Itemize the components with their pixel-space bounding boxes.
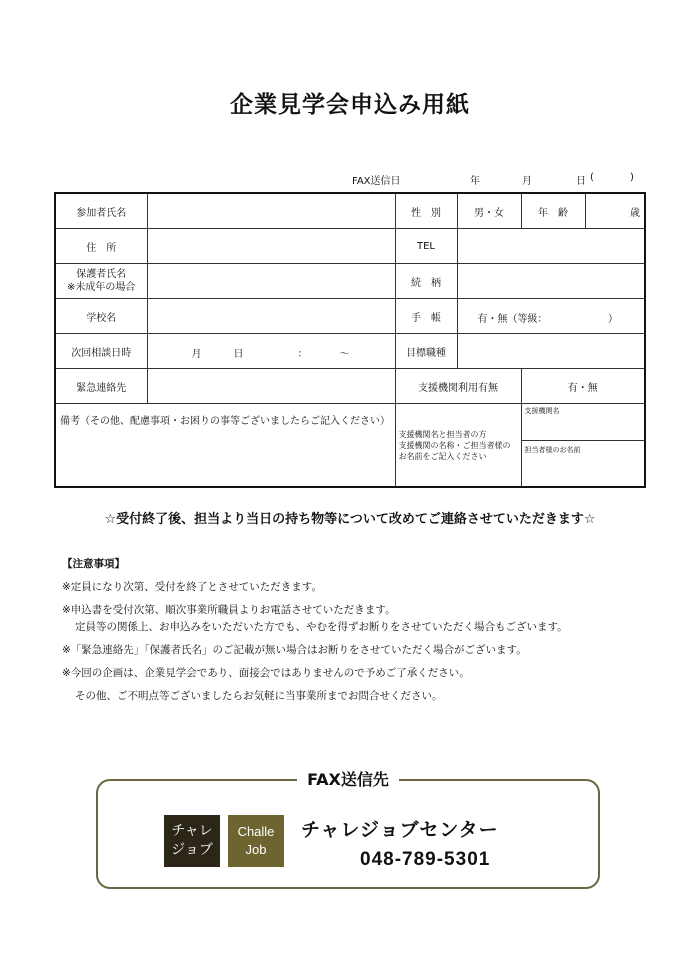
fax-date-paren-open: ( <box>590 172 594 183</box>
gender-options[interactable]: 男・女 <box>457 193 521 229</box>
next-date-colon: ： <box>297 349 308 360</box>
handbook-close: ） <box>608 314 618 325</box>
address-label: 住 所 <box>55 229 147 264</box>
support-hint-line1: 支援機関名と担当者の方 <box>398 429 487 439</box>
fax-destination-title-text: FAX送信先 <box>297 770 399 789</box>
notice-text: ☆受付終了後、担当より当日の持ち物等について改めてご連絡させていただきます☆ <box>104 512 596 527</box>
fax-destination-box <box>96 770 600 889</box>
logo-latin-line1: Challe <box>237 824 275 839</box>
center-name: チャレジョブセンター <box>301 819 499 841</box>
relation-field[interactable] <box>457 264 645 299</box>
fax-date-label: FAX送信日 <box>352 176 401 187</box>
name-field[interactable] <box>147 193 395 229</box>
fax-date-paren-close: ) <box>630 172 634 183</box>
caution-item-5: その他、ご不明点等ございましたらお気軽に当事業所までお問合せください。 <box>75 690 443 702</box>
caution-section <box>62 556 568 705</box>
fax-destination-title <box>98 767 598 790</box>
support-contact-fields <box>521 404 645 488</box>
age-field[interactable]: 歳 <box>585 193 645 229</box>
handbook-options: 有・無（等級： <box>477 314 548 325</box>
logo-kana-line1: チャレ <box>171 823 213 839</box>
logo-kana-line2: ジョブ <box>171 842 213 858</box>
next-date-field[interactable] <box>147 334 395 369</box>
caution-item-4: ※今回の企画は、企業見学会であり、面接会ではありませんので予めご了承ください。 <box>62 667 470 679</box>
relation-label: 続 柄 <box>395 264 457 299</box>
support-org-field[interactable] <box>522 404 645 441</box>
tel-field[interactable] <box>457 229 645 264</box>
support-person-label: 担当者様のお名前 <box>524 446 581 454</box>
support-options[interactable]: 有・無 <box>521 369 645 404</box>
gender-label: 性 別 <box>395 193 457 229</box>
support-org-label: 支援機関名 <box>524 407 560 415</box>
guardian-label <box>55 264 147 299</box>
fax-send-date <box>352 172 642 188</box>
challejob-logo-kana <box>164 815 220 867</box>
notes-field[interactable] <box>55 404 395 488</box>
fax-number: 048-789-5301 <box>360 849 491 870</box>
guardian-label-line2: ※未成年の場合 <box>67 282 136 293</box>
caution-item-2a: ※申込書を受付次第、順次事業所職員よりお電話させていただきます。 <box>62 604 396 616</box>
school-label: 学校名 <box>55 299 147 334</box>
caution-item-1: ※定員になり次第、受付を終了とさせていただきます。 <box>62 581 322 593</box>
job-label: 目標職種 <box>395 334 457 369</box>
next-date-label: 次回相談日時 <box>55 334 147 369</box>
application-form <box>54 192 646 488</box>
address-field[interactable] <box>147 229 395 264</box>
support-hint-line3: お名前をご記入ください <box>398 451 487 461</box>
page-title: 企業見学会申込み用紙 <box>230 92 470 118</box>
age-label: 年 齢 <box>521 193 585 229</box>
next-date-month: 月 <box>191 349 202 360</box>
fax-date-month: 月 <box>522 176 532 187</box>
guardian-label-line1: 保護者氏名 <box>76 269 127 280</box>
handbook-label: 手 帳 <box>395 299 457 334</box>
support-label: 支援機関利用有無 <box>395 369 521 404</box>
school-field[interactable] <box>147 299 395 334</box>
next-date-tilde: ～ <box>339 349 350 360</box>
challejob-logo-latin <box>228 815 284 867</box>
guardian-field[interactable] <box>147 264 395 299</box>
caution-item-2b: 定員等の関係上、お申込みをいただいた方でも、やむを得ずお断りをさせていただく場合もございます。 <box>75 621 568 633</box>
support-hint-line2: 支援機関の名称・ご担当者様の <box>398 440 511 450</box>
tel-label: TEL <box>395 229 457 264</box>
handbook-field[interactable] <box>457 299 645 334</box>
fax-date-year: 年 <box>470 176 480 187</box>
logo-latin-line2: Job <box>245 842 267 857</box>
name-label: 参加者氏名 <box>55 193 147 229</box>
emergency-label: 緊急連絡先 <box>55 369 147 404</box>
fax-date-day: 日 <box>576 176 586 187</box>
emergency-field[interactable] <box>147 369 395 404</box>
notes-label: 備考（その他、配慮事項・お困りの事等ございましたらご記入ください） <box>60 416 390 427</box>
caution-heading: 【注意事項】 <box>62 558 125 570</box>
support-contact-hint <box>395 404 521 488</box>
job-field[interactable] <box>457 334 645 369</box>
next-date-day: 日 <box>233 349 244 360</box>
caution-item-3: ※「緊急連絡先」「保護者氏名」のご記載が無い場合はお断りをさせていただく場合がございます。 <box>62 644 527 656</box>
support-person-field[interactable] <box>522 441 645 478</box>
